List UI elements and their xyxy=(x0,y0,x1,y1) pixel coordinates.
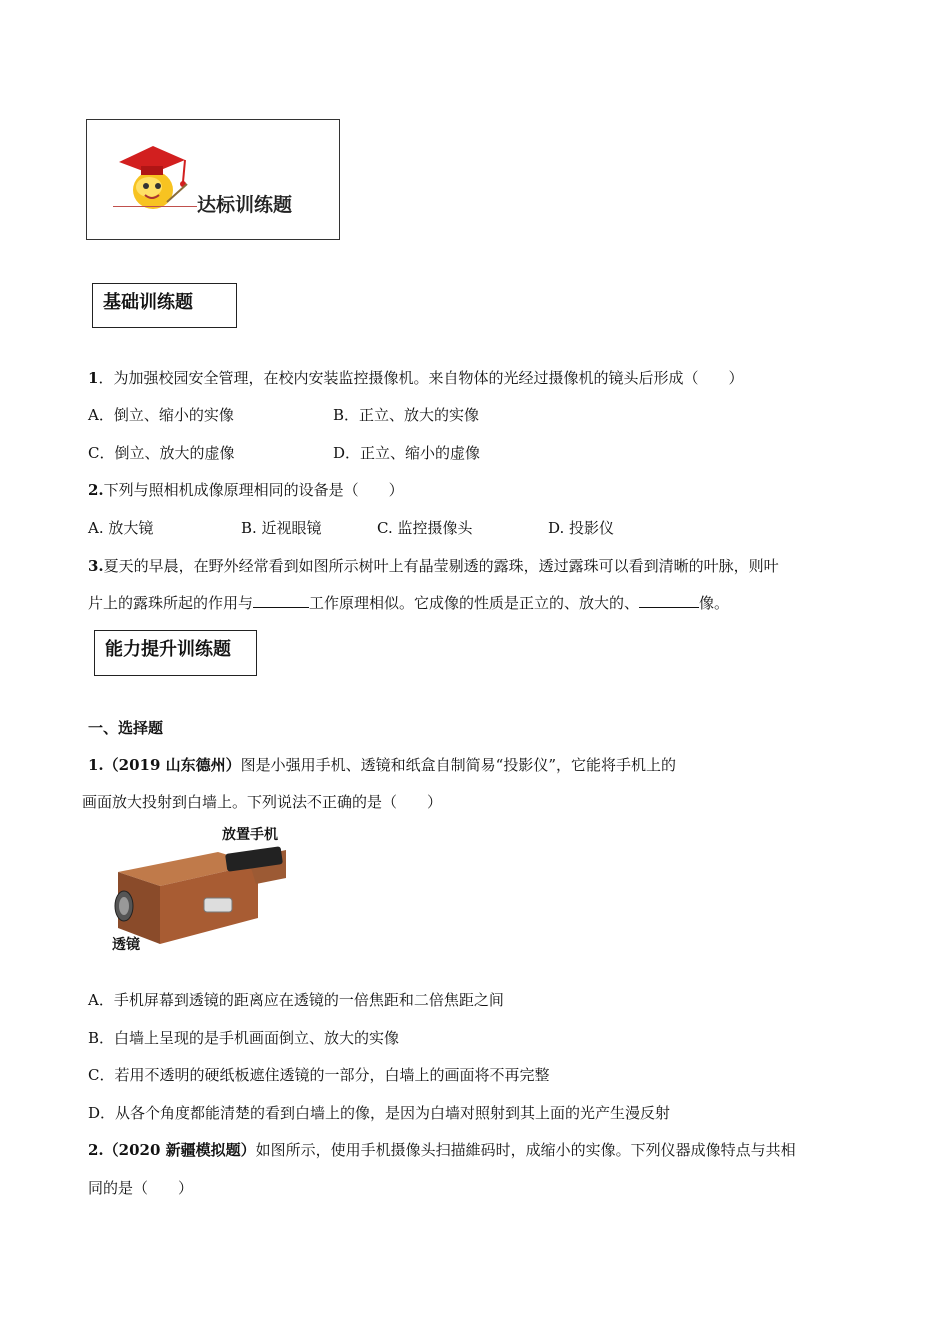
option-d: D. 投影仪 xyxy=(548,519,615,537)
option-c: C．若用不透明的硬纸板遮住透镜的一部分，白墙上的画面将不再完整 xyxy=(88,1066,550,1084)
answer-blank[interactable] xyxy=(639,593,699,608)
banner-title: 达标训练题 xyxy=(197,194,293,216)
question-text: 像。 xyxy=(699,594,730,612)
part-title: 一、选择题 xyxy=(88,719,164,737)
graduate-mascot-icon xyxy=(109,132,189,214)
option-b: B. 近视眼镜 xyxy=(241,519,322,537)
option-a: A. 放大镜 xyxy=(88,519,154,537)
question-text: 片上的露珠所起的作用与 xyxy=(88,594,254,612)
question-number: 2. xyxy=(88,1141,104,1159)
question-text: 如图所示，使用手机摄像头扫描維码时，成缩小的实像。下列仪器成像特点与共相 xyxy=(255,1141,796,1159)
option-d: D．从各个角度都能清楚的看到白墙上的像，是因为白墙对照射到其上面的光产生漫反射 xyxy=(88,1104,671,1122)
option-a: A．倒立、缩小的实像 xyxy=(88,406,234,424)
question-text: 夏天的早晨，在野外经常看到如图所示树叶上有晶莹剔透的露珠，透过露珠可以看到清晰的叶脉，则叶 xyxy=(103,557,779,575)
question-source: （2020 新疆模拟题） xyxy=(103,1141,256,1159)
question-number: 1 xyxy=(88,369,99,387)
question-text: 同的是（ ） xyxy=(88,1179,194,1197)
answer-blank[interactable] xyxy=(253,593,309,608)
section-basic-title: 基础训练题 xyxy=(92,283,237,328)
figure-label-lens: 透镜 xyxy=(112,937,140,953)
question-3-line2 xyxy=(88,592,729,613)
question-number: 1. xyxy=(88,756,104,774)
question-text: ．为加强校园安全管理，在校内安装监控摄像机。来自物体的光经过摄像机的镜头后形成（ ） xyxy=(98,369,744,387)
projector-figure xyxy=(108,822,298,956)
option-c: C．倒立、放大的虚像 xyxy=(88,444,235,462)
question-text: 图是小强用手机、透镜和纸盒自制简易“投影仪”，它能将手机上的 xyxy=(240,756,676,774)
question-number: 2. xyxy=(88,481,104,499)
section-advanced-title: 能力提升训练题 xyxy=(94,630,257,676)
option-d: D．正立、缩小的虚像 xyxy=(333,444,481,462)
banner-box xyxy=(86,119,340,240)
banner-divider xyxy=(113,206,197,207)
figure-label-phone: 放置手机 xyxy=(222,827,278,843)
question-number: 3. xyxy=(88,557,104,575)
question-source: （2019 山东德州） xyxy=(103,756,241,774)
question-text: 工作原理相似。它成像的性质是正立的、放大的、 xyxy=(309,594,640,612)
question-2 xyxy=(88,479,404,500)
option-b: B．白墙上呈现的是手机画面倒立、放大的实像 xyxy=(88,1029,400,1047)
question-5 xyxy=(88,1139,796,1160)
question-3 xyxy=(88,555,779,576)
option-a: A．手机屏幕到透镜的距离应在透镜的一倍焦距和二倍焦距之间 xyxy=(88,991,504,1009)
question-text: 下列与照相机成像原理相同的设备是（ ） xyxy=(103,481,404,499)
question-4 xyxy=(88,754,676,775)
question-text: 画面放大投射到白墙上。下列说法不正确的是（ ） xyxy=(82,793,443,811)
question-1 xyxy=(88,367,743,388)
option-c: C. 监控摄像头 xyxy=(377,519,473,537)
option-b: B．正立、放大的实像 xyxy=(333,406,480,424)
